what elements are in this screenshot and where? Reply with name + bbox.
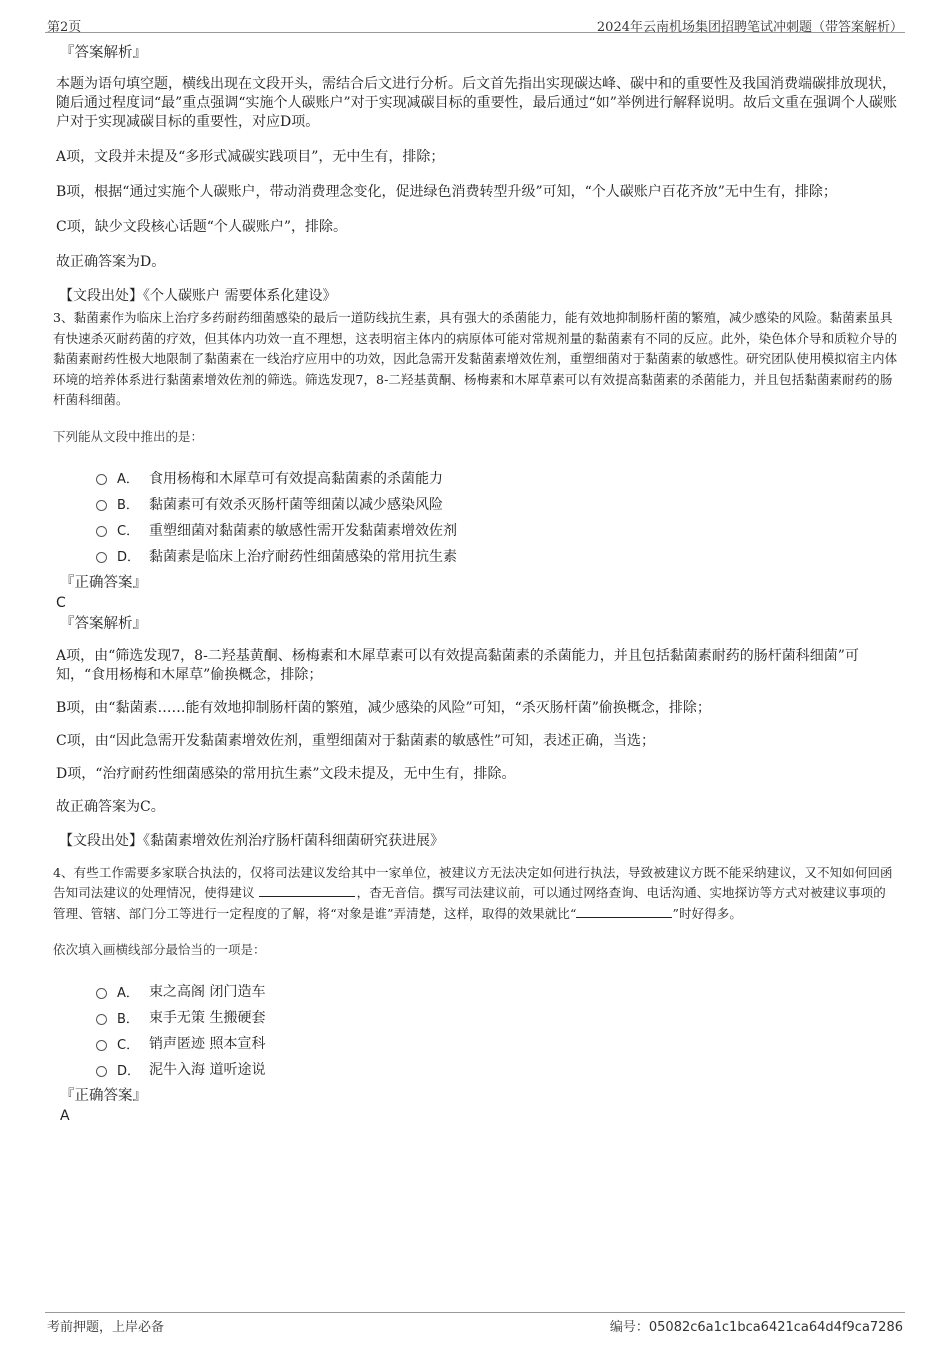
option-letter: D． [117,1063,141,1079]
analysis-conclusion: 故正确答案为D。 [56,254,166,270]
option-text: 重塑细菌对黏菌素的敏感性需开发黏菌素增效佐剂 [149,522,457,539]
option-letter: A． [117,985,139,1001]
analysis-label: 『答案解析』 [60,45,147,61]
option-letter: B． [117,498,139,513]
document-title: 2024年云南机场集团招聘笔试冲刺题（带答案解析） [596,20,903,35]
option-letter: C． [117,1037,140,1053]
passage-text: 4、有些工作需要多家联合执法的，仅将司法建议发给其中一家单位，被建议方无法决定如何进行执法，导致被建议方既不能采纳建议，又不知如何回函告知司法建议的处理情况，使得建议 [53,864,893,900]
analysis-paragraph: B项，根据“通过实施个人碳账户，带动消费理念变化，促进绿色消费转型升级”可知，“个人碳账户百花齐放”无中生有，排除； [56,184,837,200]
option-d[interactable] [96,1056,898,1082]
option-c[interactable] [96,1030,898,1056]
passage-text: ”时好得多。 [672,905,742,921]
analysis-conclusion: 故正确答案为C。 [56,798,165,815]
document-id [610,1316,903,1335]
page-header [45,12,905,33]
analysis-paragraph: D项，“治疗耐药性细菌感染的常用抗生素”文段未提及，无中生有，排除。 [56,765,516,782]
radio-icon[interactable] [96,500,107,511]
analysis-paragraph: C项，缺少文段核心话题“个人碳账户”，排除。 [56,219,348,235]
option-list [56,978,898,1082]
option-letter: B． [117,1011,139,1027]
page-content [53,43,898,1125]
option-text: 束手无策 生搬硬套 [149,1010,266,1026]
radio-icon[interactable] [96,552,107,563]
option-letter: C． [117,524,140,539]
option-letter: D． [117,550,141,565]
question-stem: 依次填入画横线部分最恰当的一项是： [53,942,266,957]
passage-source: 【文段出处】《黏菌素增效佐剂治疗肠杆菌科细菌研究获进展》 [59,832,444,849]
option-b[interactable] [96,491,898,517]
option-text: 销声匿迹 照本宣科 [149,1036,266,1052]
radio-icon[interactable] [96,474,107,485]
option-text: 黏菌素是临床上治疗耐药性细菌感染的常用抗生素 [149,548,457,565]
option-letter: A． [117,472,139,487]
radio-icon[interactable] [96,1040,107,1051]
fill-blank [259,884,355,897]
option-a[interactable] [96,465,898,491]
radio-icon[interactable] [96,1014,107,1025]
option-text: 食用杨梅和木犀草可有效提高黏菌素的杀菌能力 [149,470,443,487]
correct-answer-label: 『正确答案』 [60,574,147,591]
question-stem: 下列能从文段中推出的是： [53,428,204,444]
option-text: 泥牛入海 道听途说 [149,1062,266,1078]
question-passage: 3、黏菌素作为临床上治疗多药耐药细菌感染的最后一道防线抗生素，具有强大的杀菌能力，能有效地抑制肠杆菌的繁殖，减少感染的风险。黏菌素虽具有快速杀灭耐药菌的疗效，但其体内功效一直不理想，这表明宿主体内的病原体可能对常规剂量的黏菌素有不同的反应。此外，染色体介导和质粒介导的黏菌素耐药性极大地限制了黏菌素在一线治疗应用中的功效，因此急需开发黏菌素增效佐剂，重塑细菌对于黏菌素的敏感性。研究团队使用模拟宿主内体环境的培养体系进行黏菌素增效佐剂的筛选。筛选发现7，8-二羟基黄酮、杨梅素和木犀草素可以有效提高黏菌素的杀菌能力，并且包括黏菌素耐药的肠杆菌科细菌。 [53,310,898,407]
passage-text: ，杳无音信。撰写司法建议前，可以通过网络查询、电话沟通、实地探访等方式对被建议事项的管理、管辖、部门分工等进行一定程度的了解，将“对象是谁”弄清楚，这样，取得的效果就比“ [53,885,886,921]
footer-slogan: 考前押题，上岸必备 [47,1320,165,1335]
analysis-paragraph: A项，由“筛选发现7，8-二羟基黄酮、杨梅素和木犀草素可以有效提高黏菌素的杀菌能力，并且包括黏菌素耐药的肠杆菌科细菌”可知，“食用杨梅和木犀草”偷换概念，排除； [56,647,859,683]
analysis-paragraph: B项，由“黏菌素……能有效地抑制肠杆菌的繁殖，减少感染的风险”可知，“杀灭肠杆菌”偷换概念，排除； [56,699,711,716]
option-a[interactable] [96,978,898,1004]
document-id-value: 05082c6a1c1bca6421ca64d4f9ca7286 [648,1320,903,1335]
analysis-paragraph: C项，由“因此急需开发黏菌素增效佐剂，重塑细菌对于黏菌素的敏感性”可知，表述正确，当选； [56,732,656,749]
correct-answer: C [56,594,66,611]
correct-answer: A [60,1108,70,1124]
radio-icon[interactable] [96,526,107,537]
fill-blank [576,905,672,918]
question-passage [53,863,898,925]
option-text: 黏菌素可有效杀灭肠杆菌等细菌以减少感染风险 [149,496,443,513]
document-id-label: 编号： [609,1320,649,1335]
analysis-paragraph: A项，文段并未提及“多形式减碳实践项目”，无中生有，排除； [56,149,445,165]
option-b[interactable] [96,1004,898,1030]
option-c[interactable] [96,517,898,543]
passage-source: 【文段出处】《个人碳账户 需要体系化建设》 [59,288,337,304]
radio-icon[interactable] [96,988,107,999]
correct-answer-label: 『正确答案』 [60,1088,147,1104]
analysis-label: 『答案解析』 [60,615,147,632]
option-list [56,465,898,569]
page-footer [45,1312,905,1335]
page-number: 第2页 [47,20,82,35]
option-d[interactable] [96,543,898,569]
radio-icon[interactable] [96,1066,107,1077]
option-text: 束之高阁 闭门造车 [149,984,266,1000]
analysis-paragraph: 本题为语句填空题，横线出现在文段开头，需结合后文进行分析。后文首先指出实现碳达峰、碳中和的重要性及我国消费端碳排放现状，随后通过程度词“最”重点强调“实施个人碳账户”对于实现减碳目标的重要性，最后通过“如”举例进行解释说明。故后文重在强调个人碳账户对于实现减碳目标的重要性，对应D项。 [56,76,897,130]
